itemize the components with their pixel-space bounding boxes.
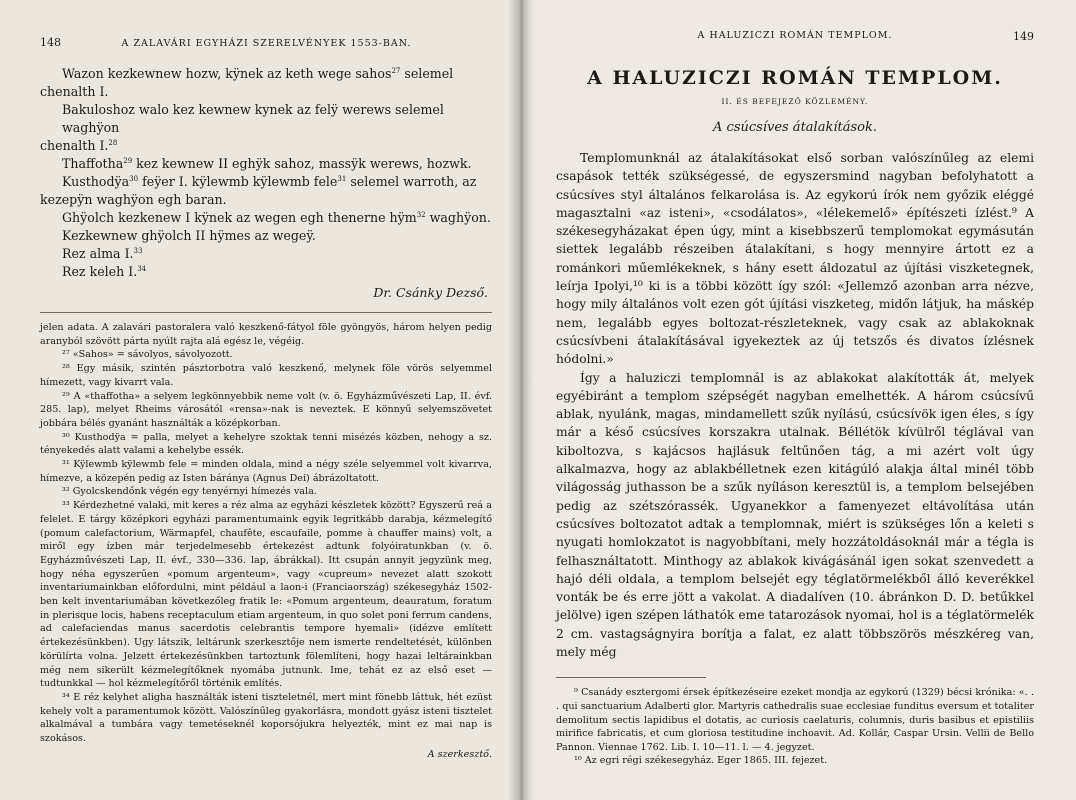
verse-line: Ghÿolch kezkenew I kÿnek az wegen egh thenerne hÿm$^{32}$ waghÿon.	[62, 210, 491, 225]
section-heading: A csúcsíves átalakítások.	[713, 120, 877, 135]
editor-signature: A szerkesztő.	[427, 748, 492, 760]
left-page-number: 148	[40, 36, 61, 49]
left-page	[0, 0, 520, 800]
author-signature: Dr. Csánky Dezső.	[373, 285, 488, 300]
article-title: A HALUZICZI ROMÁN TEMPLOM.	[587, 67, 1003, 89]
verse-line: chenalth I.$^{28}$	[40, 138, 118, 153]
article-subtitle: II. ÉS BEFEJEZŐ KÖZLEMÉNY.	[721, 97, 869, 106]
note-paragraph: ³¹ Kÿlewmb kÿlewmb fele = minden oldala, mind a négy széle selyemmel volt kivarrva, hímezve, a közepén pedig az Isten báránya (Agnus Dei) ábrázoltatott.	[40, 459, 492, 484]
notes-divider	[40, 312, 492, 313]
right-running-head	[556, 30, 1034, 41]
left-running-head	[40, 36, 492, 49]
right-footnotes	[556, 686, 1034, 768]
footnote: ¹⁰ Az egri régi székesegyház. Eger 1865. III. fejezet.	[574, 755, 828, 767]
note-paragraph: ²⁹ A «thaffotha» a selyem legkönnyebbik neme volt (v. ö. Egyházművészeti Lap, II. évf. 285. lap), melyet Rheims városától «rensa»-nak is neveztek. E könnyű selyemszövetet jobbára bélés gyanánt használták a középkorban.	[40, 390, 492, 429]
note-paragraph: ³³ Kérdezhetné valaki, mit keres a réz alma az egyházi készletek között? Egyszerű reá a felelet. E tárgy középkori egyházi paramentumaink egyik legritkább darabja, kézmelegítő (pomum calefactorium, Wärmapfel, chaufête, escaufaile, pomme à chauffer mains) volt, a miről egy ízben már terjedelmesebb értekezést adtunk folyóiratunkban (v. ö. Egyházművészeti Lap, II. évf., 330—336. lap, ábrákkal). Itt csupán annyit jegyzünk meg, hogy néha egyszerűen «pomum argenteum», vagy «cupreum» nevezet alatt szokott inventariumainkban előfordulni, mint például a laon-i (Franciaország) székesegyház 1502-ben kelt inventariumában következőleg fratik le: «Pomum argenteum, deauratum, foratum in plerisque locis, habens receptaculum etiam argenteum, in quo solet poni ferrum candens, ad calefaciendas manus sacerdotis celebrantis tempore hyemali» (idézve említett értekezésünkben). Ugy látszik, leltárunk szerkesztője nem ismerte rendeltetését, különben körülírta volna. Jelzett értekezésünkben tartoztunk fölemlíteni, hogy hazai leltárainkban még nem sikerült kézmelegítőknek nyomába jutnunk. Ime, tehát ez az első eset — tudtunkkal — hol kézmelegítőről történik említés.	[40, 500, 492, 690]
verse-line: Rez keleh I.$^{34}$	[62, 264, 147, 279]
footnote: ⁹ Csanády esztergomi érsek építkezéseire ezeket mondja az egykorú (1329) bécsi krónika: «. . . qui sanctuarium Adalberti glor. Martyris cathedralis suae ecclesiae funditus eversum et totaliter demolitum sectis lapidibus el dotatis, ac curiosis caelaturis, columnis, duris basibus et epistiliis mirifice fabricatis, et cum gloriosa testitudine inchoavit. Ad. Kollár, Caspar Ursin. Vellii de Bello Pannon. Viennae 1762. Lib. I. 10—11. l. — 4. jegyzet.	[556, 687, 1034, 753]
footnote-divider	[556, 677, 706, 678]
note-paragraph: jelen adata. A zalavári pastoralera való keszkenő-fátyol föle gyöngyös, három helyen pedig aranyból szövött párta nyúlt rajta alá egész le, végéig.	[40, 322, 492, 347]
note-paragraph: ³⁰ Kusthodÿa = palla, melyet a kehelyre szoktak tenni misézés közben, nehogy a sz. tényekedés alatt valami a kehelybe essék.	[40, 431, 492, 457]
verse-line: Bakuloshoz walo kez kewnew kynek az felÿ werews selemel waghÿon	[62, 102, 444, 135]
note-paragraph: ³⁴ E réz kelyhet aligha használták isteni tiszteletnél, mert mint fönebb láttuk, hét ezüst kehely volt a paramentumok között. Valószínűleg gyakorlásra, mondott gyász isteni tisztelet alkalmával a tumbára vagy temetéseknél koporsójukra helyezték, mint ez mai nap is szokásos.	[40, 691, 492, 745]
verse-line: Kezkewnew ghÿolch II hÿmes az wegeÿ.	[62, 228, 316, 243]
left-running-title: A ZALAVÁRI EGYHÁZI SZERELVÉNYEK 1553-BAN.	[121, 38, 412, 49]
verse-line: Thaffotha$^{29}$ kez kewnew II eghÿk sahoz, massÿk werews, hozwk.	[62, 156, 472, 171]
verse-line: kezepÿn waghÿon egh baran.	[40, 192, 227, 207]
left-notes	[40, 321, 492, 762]
verse-line: Kusthodÿa$^{30}$ feÿer I. kÿlewmb kÿlewmb fele$^{31}$ selemel warroth, az	[62, 174, 477, 189]
verse-line: Rez alma I.$^{33}$	[62, 246, 143, 261]
right-running-title: A HALUZICZI ROMÁN TEMPLOM.	[697, 30, 893, 41]
body-paragraph: Így a haluziczi templomnál is az ablakokat alakították át, melyek egyébiránt a templom szépségét nagyban emelhették. A három csúcsívű ablak, nyulánk, magas, mindamellett szűk nyílású, csúcsívök igen éles, s így már a késő csúcsíves korszakra utalnak. Béllétök kívülről téglával van kiboltozva, s kajácsos hajlásuk feltűnően tág, a mi azért volt úgy alkalmazva, hogy az ablakbélletnek ezen kitágúló alakja által minél több világosság juthasson be a szűk nyíláson keresztül is, a templom belsejében pedig az szétszórassék. Ugyanekkor a famenyezet eltávolítása után csúcsíves boltozatot adtak a templomnak, miért is szükséges lőn a keleti s nyugati homlokzatot is nagyobbítani, mely hozzátoldásoknál már a tégla is felhasználtatott. Minthogy az ablakok kivágásánál igen sokat szenvedett a hajó déli oldala, a templom belsejét egy téglatörmelékből álló keverékkel vonták be és erre jött a vakolat. A diadalíven (10. ábránkon D. D. betűkkel jelölve) igen szépen láthatók eme tatarozások nyomai, hol is a téglatörmelék 2 cm. vastagságnyira borítja a falat, ez alatt többszörös mészkéreg van, mely még	[556, 370, 1034, 660]
verse-block	[40, 65, 492, 281]
right-page	[520, 0, 1076, 800]
right-page-number: 149	[1013, 30, 1034, 43]
body-paragraph: Templomunknál az átalakításokat első sorban valószínűleg az elemi csapások tették szükségessé, de egyszersmind nagyban befolyhatott a csúcsíves styl általános felkarolása is. Az egykorú írók nem győzik eléggé magasztalni «az isteni», «csodálatos», «lélekemelő» építészeti ízlést.⁹ A székesegyházakat épen úgy, mint a kisebbszerű templomokat egymásután siettek legalább részeiben átalakítani, s hogy mennyire ártott ez a románkori műemlékeknek, s hány esett áldozatul az újítási viszketegnek, leírja Ipolyi,¹⁰ ki is a többi között így szól: «Jellemző azonban arra nézve, hogy mily általános volt ezen gót újítási viszketeg, midőn látjuk, ha máskép nem, legalább egyes boltozat-részleteknek, vagy csak az ablakoknak csúcsívbeni átalakításával igyekeztek az új tetszős és divatos ízlésnek hódolni.»	[556, 151, 1034, 367]
verse-line: chenalth I.	[40, 84, 109, 99]
note-paragraph: ²⁷ «Sahos» = sávolyos, sávolyozott.	[62, 349, 233, 361]
article-body	[556, 149, 1034, 661]
note-paragraph: ²⁸ Egy másik, szintén pásztorbotra való keszkenő, melynek föle vörös selyemmel hímezett, vagy kivarrt vala.	[40, 363, 492, 388]
note-paragraph: ³² Gyolcskendőnk végén egy tenyérnyi hímezés vala.	[62, 486, 317, 498]
verse-line: Wazon kezkewnew hozw, kÿnek az keth wege sahos$^{27}$ selemel	[62, 66, 454, 81]
